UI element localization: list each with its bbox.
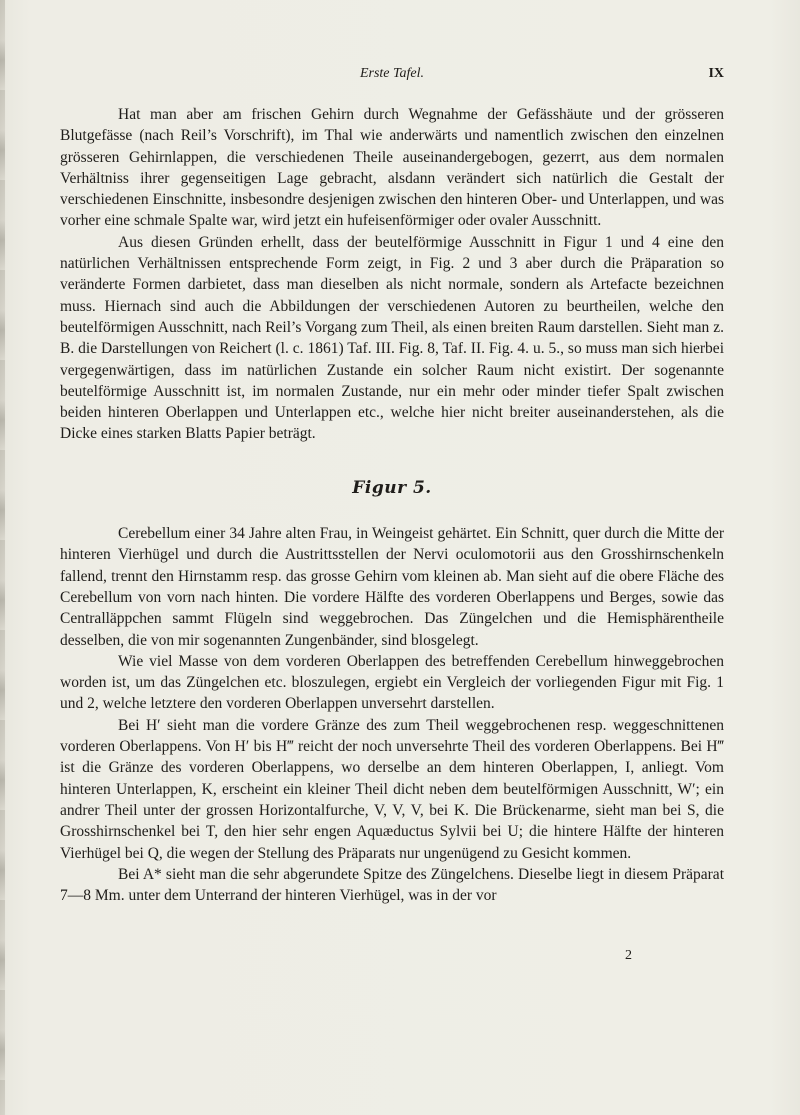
paragraph: Bei A* sieht man die sehr abgerundete Spitze des Züngelchens. Dieselbe liegt in diesem Präparat 7—8 Mm. unter dem Unterrand der hinteren Vierhügel, was in der vor bbox=[60, 865, 724, 905]
section-heading: Figur 5. bbox=[352, 477, 432, 498]
running-title: Erste Tafel. bbox=[359, 66, 425, 81]
paragraph: Wie viel Masse von dem vorderen Oberlappen des betreffenden Cerebellum hinweggebrochen worden ist, um das Züngelchen etc. bloszulegen, ergiebt ein Vergleich der vorliegenden Figur mit Fig. 1 und 2, welche letztere den vorderen Oberlappen unversehrt darstellen. bbox=[60, 652, 724, 713]
roman-page-number: IX bbox=[708, 66, 724, 81]
paragraph: Bei H′ sieht man die vordere Gränze des zum Theil weggebrochenen resp. weggeschnittenen vorderen Oberlappens. Von H′ bis H‴ reicht der noch unversehrte Theil des vorderen Oberlappens. Bei H‴ ist die Gränze des vorderen Oberlappens, wo derselbe an dem hinteren Oberlappen, I, anliegt. Vom hinteren Unterlappen, K, erscheint ein kleiner Theil dicht neben dem beutelförmigen Ausschnitt, W′; ein andrer Theil unter der grossen Horizontalfurche, V, V, V, bei K. Die Brückenarme, sieht man bei S, die Grosshirnschenkel bei T, den hier sehr engen Aquæductus Sylvii bei U; die hintere Hälfte der hinteren Vierhügel bei Q, die wegen der Stellung des Präparats nur ungenügend zu Gesicht kommen. bbox=[60, 716, 724, 862]
paragraph: Hat man aber am frischen Gehirn durch Wegnahme der Gefässhäute und der grösseren Blutgefässe (nach Reil’s Vorschrift), im Thal wie anderwärts und namentlich zwischen den einzelnen grösseren Gehirnlappen, die verschiedenen Theile auseinandergebogen, gezerrt, aus dem normalen Verhältniss ihrer gegenseitigen Lage gebracht, alsdann verändert sich natürlich die Gestalt der verschiedenen Einschnitte, insbesondre desjenigen zwischen den hinteren Ober- und Unterlappen, und was vorher eine schmale Spalte war, wird jetzt ein hufeisenförmiger oder ovaler Ausschnitt. bbox=[60, 106, 724, 230]
paragraph: Cerebellum einer 34 Jahre alten Frau, in Weingeist gehärtet. Ein Schnitt, quer durch die Mitte der hinteren Vierhügel und durch die Austrittsstellen der Nervi oculomotorii aus den Grosshirnschenkeln fallend, trennt den Hirnstamm resp. das grosse Gehirn vom kleinen ab. Man sieht auf die obere Fläche des Cerebellum von vorn nach hinten. Die vordere Hälfte des vorderen Oberlappens und Berges, sowie das Centralläppchen sammt Flügeln sind weggebrochen. Das Züngelchen und die Hemisphärentheile desselben, die von mir sogenannten Zungenbänder, sind blosgelegt. bbox=[60, 525, 724, 649]
page-binding-edge bbox=[0, 0, 5, 1115]
running-header bbox=[60, 66, 724, 86]
text-body bbox=[60, 104, 724, 906]
paragraph: Aus diesen Gründen erhellt, dass der beutelförmige Ausschnitt in Figur 1 und 4 eine den natürlichen Verhältnissen entsprechende Form zeigt, in Fig. 2 und 3 aber durch die Präparation so veränderte Formen darbietet, dass man dieselben als nicht normale, sondern als Artefacte bezeichnen muss. Hiernach sind auch die Abbildungen der verschiedenen Autoren zu beurtheilen, welche den beutelförmigen Ausschnitt, nach Reil’s Vorgang zum Theil, als einen breiten Raum darstellen. Sieht man z. B. die Darstellungen von Reichert (l. c. 1861) Taf. III. Fig. 8, Taf. II. Fig. 4. u. 5., so muss man sich hierbei vergegenwärtigen, dass im natürlichen Zustande ein solcher Raum nicht existirt. Der sogenannte beutelförmige Ausschnitt ist, im normalen Zustande, nur ein mehr oder minder tiefer Spalt zwischen beiden hinteren Oberlappen und Unterlappen etc., welche hier nicht breiter auseinanderstehen, als die Dicke eines starken Blatts Papier beträgt. bbox=[60, 233, 724, 443]
signature-number: 2 bbox=[625, 948, 632, 963]
